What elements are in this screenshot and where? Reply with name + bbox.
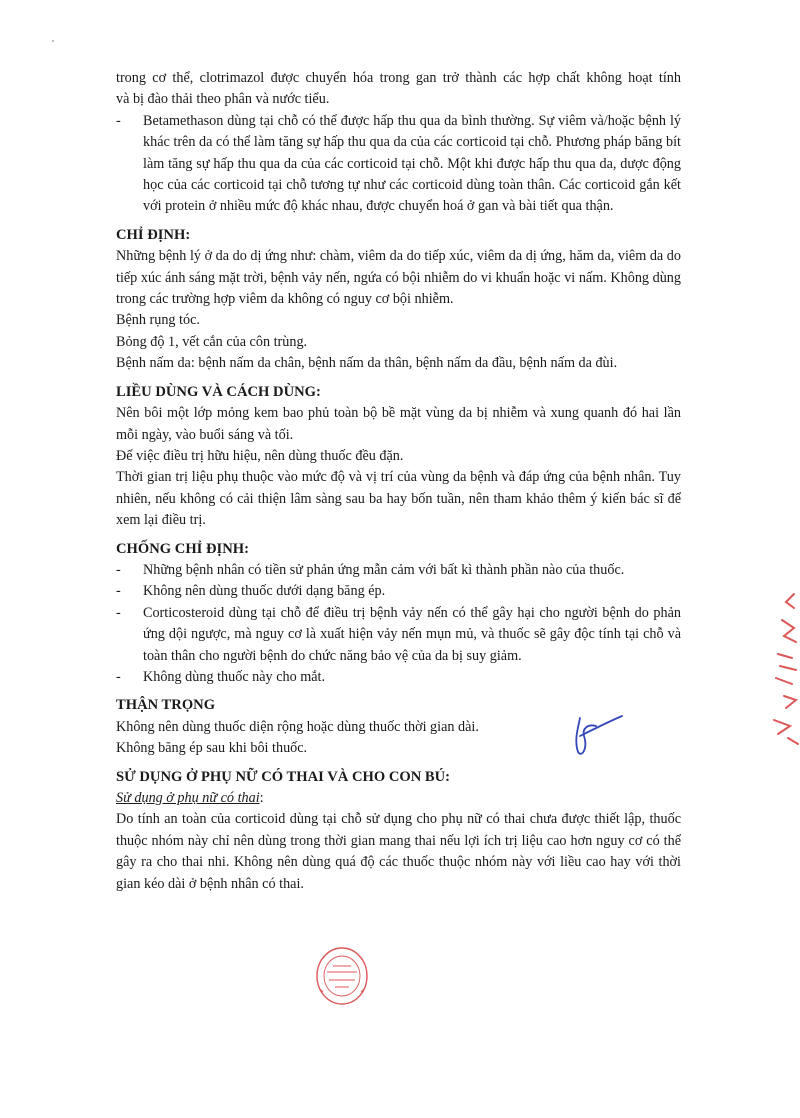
edge-seal-stamp [764, 588, 800, 748]
paragraph: Bỏng độ 1, vết cắn của côn trùng. [116, 333, 308, 350]
bullet-item [116, 560, 681, 581]
section-heading: SỬ DỤNG Ở PHỤ NỮ CÓ THAI VÀ CHO CON BÚ: [116, 768, 451, 785]
bullet-text: Corticosteroid dùng tại chỗ để điều trị bệnh vảy nến có thể gây hại cho người bệnh do phản ứng dội ngược, mà nguy cơ là xuất hiện vảy nến mụn mủ, và thuốc sẽ gây độc tính tại chỗ và toàn thân cho người bệnh do chức năng bảo vệ của da bị suy giảm. [143, 604, 681, 664]
paragraph: Những bệnh lý ở da do dị ứng như: chàm, viêm da do tiếp xúc, viêm da dị ứng, hăm da, viêm da do tiếp xúc ánh sáng mặt trời, bệnh vảy nến, ngứa có bội nhiễm do vi khuẩn hoặc vi nấm. Không dùng trong các trường hợp viêm da không có nguy cơ bội nhiễm. [116, 248, 681, 308]
subsection-colon: : [259, 790, 264, 806]
paragraph: Không băng ép sau khi bôi thuốc. [116, 740, 308, 757]
section-heading: CHỈ ĐỊNH: [116, 226, 191, 243]
bullet-text: Những bệnh nhân có tiền sử phản ứng mẫn cảm với bất kì thành phần nào của thuốc. [143, 561, 625, 578]
bullet-text: Betamethason dùng tại chỗ có thể được hấp thu qua da bình thường. Sự viêm và/hoặc bệnh lý khác trên da có thể làm tăng sự hấp thu qua da của các corticoid tại chỗ. Phương pháp băng bít làm tăng sự hấp thu qua da của các corticoid tại chỗ. Một khi được hấp thu qua da, dược động học của các corticoid tại chỗ tương tự như các corticoid dùng toàn thân. Các corticoid gắn kết với protein ở nhiều mức độ khác nhau, được chuyển hoá ở gan và bài tiết qua thận. [143, 112, 681, 215]
bullet-item [116, 603, 681, 667]
paragraph: Do tính an toàn của corticoid dùng tại chỗ sử dụng cho phụ nữ có thai chưa được thiết lập, thuốc thuộc nhóm này chỉ nên dùng trong thời gian mang thai nếu lợi ích trị liệu cao hơn nguy cơ có thể gây ra cho thai nhi. Không nên dùng quá độ các thuốc thuộc nhóm này với liều cao hay với thời gian kéo dài ở bệnh nhân có thai. [116, 811, 681, 892]
signature-mark [566, 712, 626, 760]
section-gap [116, 218, 681, 225]
dash-marker: - [116, 112, 121, 129]
dash-marker: - [116, 604, 121, 621]
section-gap [116, 532, 681, 539]
scan-speck [52, 40, 54, 42]
section-heading: THẬN TRỌNG [116, 697, 216, 714]
subsection-heading [116, 788, 681, 809]
paragraph: Nên bôi một lớp mỏng kem bao phủ toàn bộ bề mặt vùng da bị nhiễm và xung quanh đó hai lần mỗi ngày, vào buổi sáng và tối. [116, 405, 681, 443]
section-gap [116, 375, 681, 382]
red-seal-stamp [313, 936, 371, 1008]
section-gap [116, 760, 681, 767]
section-heading: LIỀU DÙNG VÀ CÁCH DÙNG: [116, 383, 321, 400]
paragraph: Bệnh nấm da: bệnh nấm da chân, bệnh nấm da thân, bệnh nấm da đầu, bệnh nấm da đùi. [116, 355, 618, 372]
paragraph-line: và bị đào thải theo phân và nước tiểu. [116, 91, 330, 108]
subsection-title: Sử dụng ở phụ nữ có thai [116, 790, 260, 806]
section-gap [116, 688, 681, 695]
bullet-text: Không dùng thuốc này cho mắt. [143, 668, 326, 685]
bullet-item [116, 667, 681, 688]
dash-marker: - [116, 561, 121, 578]
paragraph: Để việc điều trị hữu hiệu, nên dùng thuốc đều đặn. [116, 447, 404, 464]
dash-marker: - [116, 583, 121, 600]
section-heading: CHỐNG CHỈ ĐỊNH: [116, 540, 249, 557]
paragraph: Thời gian trị liệu phụ thuộc vào mức độ và vị trí của vùng da bệnh và đáp ứng của bệnh nhân. Tuy nhiên, nếu không có cải thiện lâm sàng sau ba hay bốn tuần, nên tham khảo thêm ý kiến bác sĩ để xem lại điều trị. [116, 469, 681, 529]
bullet-text: Không nên dùng thuốc dưới dạng băng ép. [143, 583, 386, 600]
dash-marker: - [116, 668, 121, 685]
document-body [116, 68, 681, 895]
paragraph: Không nên dùng thuốc diện rộng hoặc dùng thuốc thời gian dài. [116, 718, 479, 735]
paragraph-line: trong cơ thể, clotrimazol được chuyển hóa trong gan trở thành các hợp chất không hoạt tính [116, 70, 681, 86]
bullet-item [116, 111, 681, 218]
bullet-item [116, 581, 681, 602]
paragraph: Bệnh rụng tóc. [116, 312, 200, 329]
